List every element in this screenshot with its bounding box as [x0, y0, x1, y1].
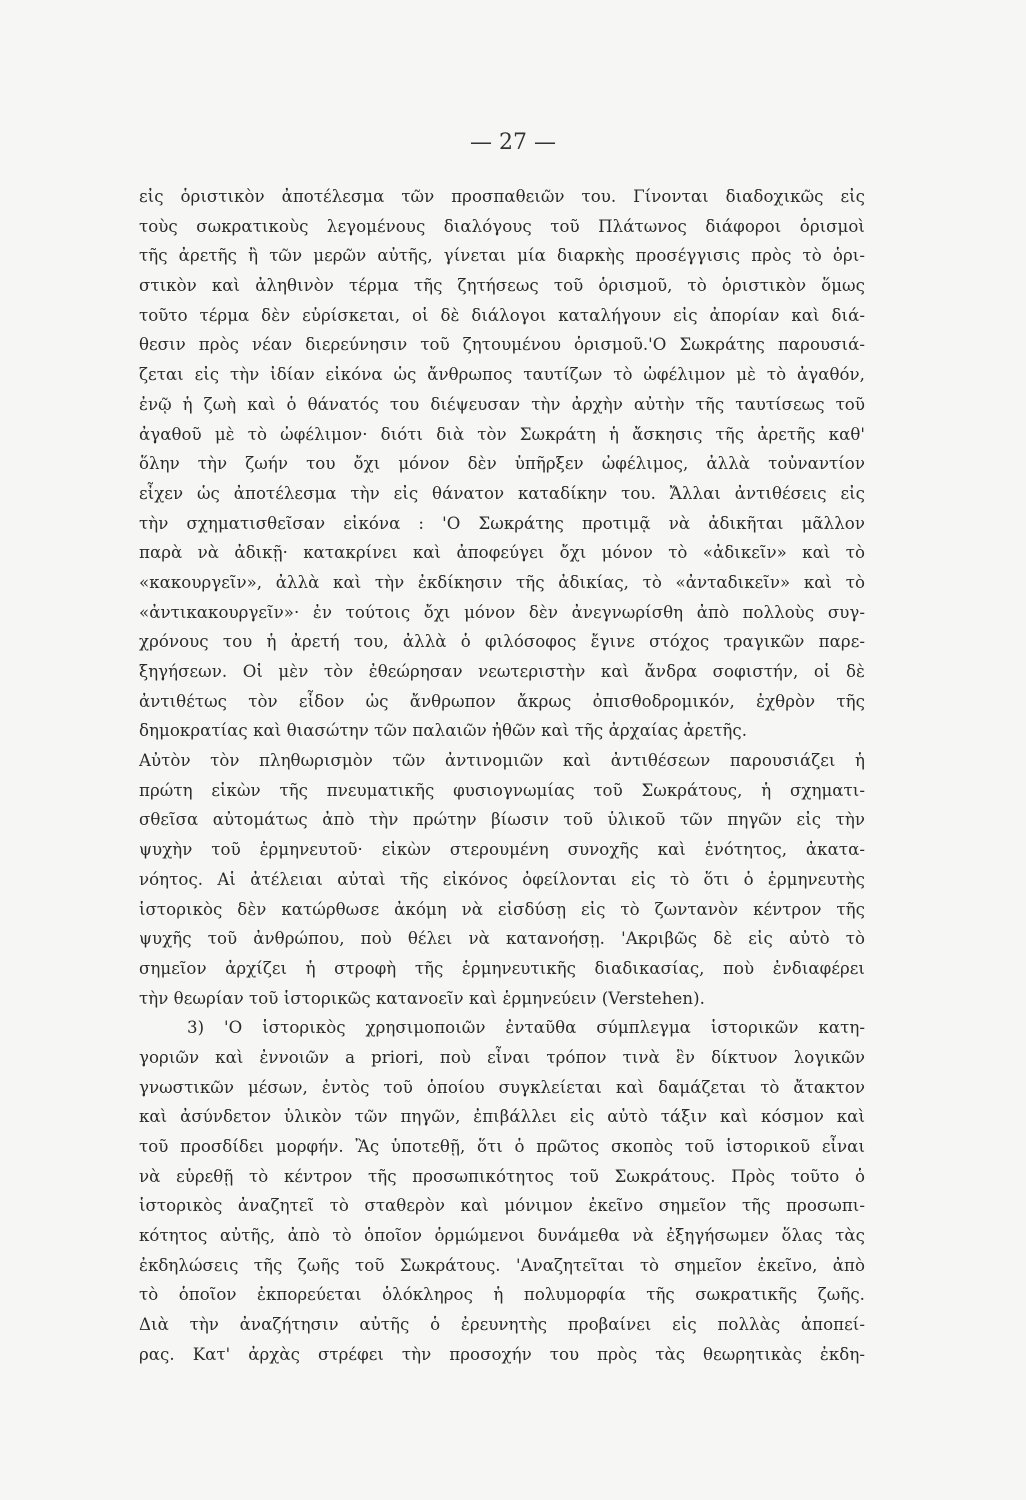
text-line: χρόνους του ἡ ἀρετή του, ἀλλὰ ὁ φιλόσοφος ἔγινε στόχος τραγικῶν παρε- [139, 632, 865, 652]
text-line: ξηγήσεων. Οἱ μὲν τὸν ἐθεώρησαν νεωτεριστὴν καὶ ἄνδρα σοφιστήν, οἱ δὲ [139, 662, 865, 681]
text-line: ἐκδηλώσεις τῆς ζωῆς τοῦ Σωκράτους. 'Αναζητεῖται τὸ σημεῖον ἐκεῖνο, ἀπὸ [139, 1255, 865, 1275]
page-number: — 27 — [470, 130, 556, 155]
text-line: παρὰ νὰ ἀδικῇ· κατακρίνει καὶ ἀποφεύγει ὄχι μόνον τὸ «ἀδικεῖν» καὶ τὸ [139, 543, 865, 563]
text-line: τοῦ προσδίδει μορφήν. Ἂς ὑποτεθῇ, ὅτι ὁ πρῶτος σκοπὸς τοῦ ἱστορικοῦ εἶναι [139, 1137, 865, 1156]
text-line: θεσιν πρὸς νέαν διερεύνησιν τοῦ ζητουμένου ὁρισμοῦ.'Ο Σωκράτης παρουσιά- [139, 335, 865, 355]
text-line: Διὰ τὴν ἀναζήτησιν αὐτῆς ὁ ἐρευνητὴς προβαίνει εἰς πολλὰς ἀποπεί- [139, 1315, 865, 1335]
text-line: σημεῖον ἀρχίζει ἡ στροφὴ τῆς ἑρμηνευτικῆς διαδικασίας, ποὺ ἐνδιαφέρει [139, 958, 865, 978]
text-line: νόητος. Αἱ ἀτέλειαι αὐταὶ τῆς εἰκόνος ὀφείλονται εἰς τὸ ὅτι ὁ ἑρμηνευτὴς [139, 869, 865, 889]
text-line: ἀγαθοῦ μὲ τὸ ὠφέλιμον· διότι διὰ τὸν Σωκράτη ἡ ἄσκησις τῆς ἀρετῆς καθ' [139, 424, 865, 444]
text-line: τὴν θεωρίαν τοῦ ἱστορικῶς κατανοεῖν καὶ ἑρμηνεύειν (Verstehen). [139, 988, 705, 1008]
text-line: ψυχὴν τοῦ ἑρμηνευτοῦ· εἰκὼν στερουμένη συνοχῆς καὶ ἑνότητος, ἀκατα- [139, 840, 865, 860]
text-line: 3) 'Ο ἱστορικὸς χρησιμοποιῶν ἐνταῦθα σύμπλεγμα ἱστορικῶν κατη- [187, 1018, 865, 1038]
text-line: εἰς ὁριστικὸν ἀποτέλεσμα τῶν προσπαθειῶν του. Γίνονται διαδοχικῶς εἰς [139, 187, 865, 206]
text-line: πρώτη εἰκὼν τῆς πνευματικῆς φυσιογνωμίας τοῦ Σωκράτους, ἡ σχηματι- [139, 780, 865, 800]
text-line: καὶ ἀσύνδετον ὑλικὸν τῶν πηγῶν, ἐπιβάλλει εἰς αὐτὸ τάξιν καὶ κόσμον καὶ [139, 1107, 865, 1127]
text-line: τοὺς σωκρατικοὺς λεγομένους διαλόγους τοῦ Πλάτωνος διάφοροι ὁρισμοὶ [139, 216, 865, 236]
text-line: ἱστορικὸς ἀναζητεῖ τὸ σταθερὸν καὶ μόνιμον ἐκεῖνο σημεῖον τῆς προσωπι- [139, 1196, 865, 1216]
text-line: κότητος αὐτῆς, ἀπὸ τὸ ὁποῖον ὁρμώμενοι δυνάμεθα νὰ ἐξηγήσωμεν ὅλας τὰς [139, 1226, 865, 1246]
text-line: γνωστικῶν μέσων, ἐντὸς τοῦ ὁποίου συγκλείεται καὶ δαμάζεται τὸ ἄτακτον [139, 1077, 865, 1097]
text-line: ἐνῷ ἡ ζωὴ καὶ ὁ θάνατός του διέψευσαν τὴν ἀρχὴν αὐτὴν τῆς ταυτίσεως τοῦ [139, 394, 865, 414]
text-line: τῆς ἀρετῆς ἢ τῶν μερῶν αὐτῆς, γίνεται μία διαρκὴς προσέγγισις πρὸς τὸ ὁρι- [139, 246, 865, 266]
body-text [139, 182, 865, 1370]
text-line: δημοκρατίας καὶ θιασώτην τῶν παλαιῶν ἠθῶν καὶ τῆς ἀρχαίας ἀρετῆς. [139, 721, 748, 741]
text-line: σθεῖσα αὐτομάτως ἀπὸ τὴν πρώτην βίωσιν τοῦ ὑλικοῦ τῶν πηγῶν εἰς τὴν [139, 810, 865, 830]
text-line: ἱστορικὸς δὲν κατώρθωσε ἀκόμη νὰ εἰσδύσῃ εἰς τὸ ζωντανὸν κέντρον τῆς [139, 899, 865, 919]
text-line: «ἀντικακουργεῖν»· ἐν τούτοις ὄχι μόνον δὲν ἀνεγνωρίσθη ἀπὸ πολλοὺς συγ- [139, 602, 865, 622]
text-line: ψυχῆς τοῦ ἀνθρώπου, ποὺ θέλει νὰ κατανοήσῃ. 'Ακριβῶς δὲ εἰς αὐτὸ τὸ [139, 929, 865, 949]
text-line: «κακουργεῖν», ἀλλὰ καὶ τὴν ἐκδίκησιν τῆς ἀδικίας, τὸ «ἀνταδικεῖν» καὶ τὸ [139, 572, 865, 592]
text-line: τὸ ὁποῖον ἐκπορεύεται ὁλόκληρος ἡ πολυμορφία τῆς σωκρατικῆς ζωῆς. [139, 1285, 865, 1305]
text-line: τοῦτο τέρμα δὲν εὑρίσκεται, οἱ δὲ διάλογοι καταλήγουν εἰς ἀπορίαν καὶ διά- [139, 305, 865, 325]
text-line: ὅλην τὴν ζωήν του ὄχι μόνον δὲν ὑπῆρξεν ὠφέλιμος, ἀλλὰ τοὐναντίον [139, 454, 865, 474]
text-line: εἶχεν ὡς ἀποτέλεσμα τὴν εἰς θάνατον καταδίκην του. Ἄλλαι ἀντιθέσεις εἰς [139, 483, 865, 503]
text-line: ρας. Κατ' ἀρχὰς στρέφει τὴν προσοχήν του πρὸς τὰς θεωρητικὰς ἐκδη- [139, 1344, 865, 1364]
text-line: στικὸν καὶ ἀληθινὸν τέρμα τῆς ζητήσεως τοῦ ὁρισμοῦ, τὸ ὁριστικὸν ὅμως [139, 276, 865, 296]
text-line: γοριῶν καὶ ἐννοιῶν a priori, ποὺ εἶναι τρόπον τινὰ ἓν δίκτυον λογικῶν [139, 1047, 865, 1067]
text-line: ἀντιθέτως τὸν εἶδον ὡς ἄνθρωπον ἄκρως ὀπισθοδρομικόν, ἐχθρὸν τῆς [139, 691, 865, 711]
text-line: τὴν σχηματισθεῖσαν εἰκόνα : 'Ο Σωκράτης προτιμᾷ νὰ ἀδικῆται μᾶλλον [139, 513, 865, 533]
text-line: Αὐτὸν τὸν πληθωρισμὸν τῶν ἀντινομιῶν καὶ ἀντιθέσεων παρουσιάζει ἡ [139, 751, 865, 771]
text-line: ζεται εἰς τὴν ἰδίαν εἰκόνα ὡς ἄνθρωπος ταυτίζων τὸ ὠφέλιμον μὲ τὸ ἀγαθόν, [139, 365, 865, 385]
text-line: νὰ εὑρεθῇ τὸ κέντρον τῆς προσωπικότητος τοῦ Σωκράτους. Πρὸς τοῦτο ὁ [139, 1166, 865, 1186]
